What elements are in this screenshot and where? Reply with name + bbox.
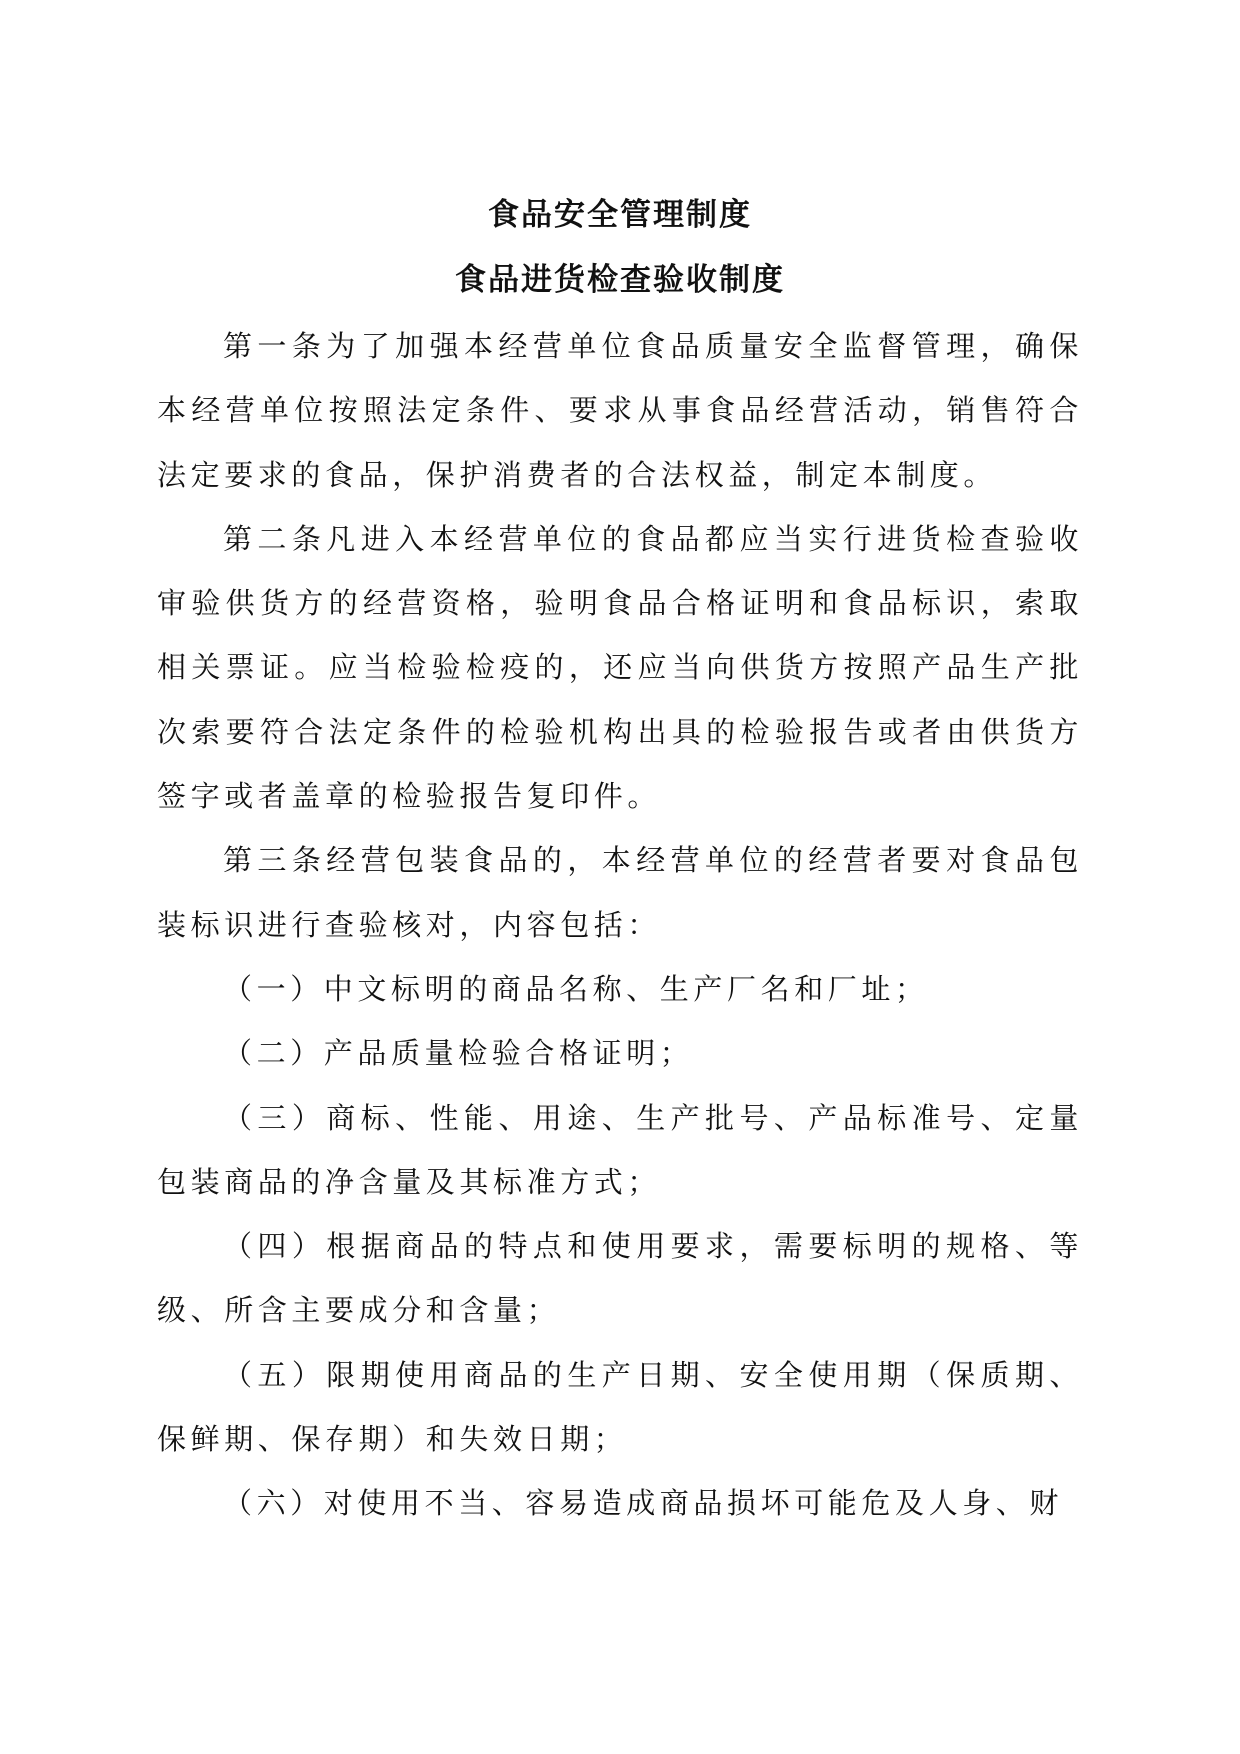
list-item-5: （五）限期使用商品的生产日期、安全使用期（保质期、保鲜期、保存期）和失效日期； [157,1357,1083,1457]
list-item-2: （二）产品质量检验合格证明； [223,1036,694,1071]
list-item-6: （六）对使用不当、容易造成商品损坏可能危及人身、财 [223,1486,1064,1521]
document-page [157,0,1083,1754]
article-1: 第一条为了加强本经营单位食品质量安全监督管理，确保本经营单位按照法定条件、要求从事食品经营活动，销售符合法定要求的食品，保护消费者的合法权益，制定本制度。 [157,329,1083,492]
list-item-3: （三）商标、性能、用途、生产批号、产品标准号、定量包装商品的净含量及其标准方式； [157,1100,1083,1199]
list-item-1: （一）中文标明的商品名称、生产厂名和厂址； [223,971,929,1006]
document-subtitle: 食品进货检查验收制度 [455,262,785,298]
document-body [157,314,1083,1536]
document-title: 食品安全管理制度 [488,197,752,233]
article-2: 第二条凡进入本经营单位的食品都应当实行进货检查验收审验供货方的经营资格，验明食品合格证明和食品标识，索取相关票证。应当检验检疫的，还应当向供货方按照产品生产批次索要符合法定条件的检验机构出具的检验报告或者由供货方签字或者盖章的检验报告复印件。 [157,521,1083,814]
article-3: 第三条经营包装食品的，本经营单位的经营者要对食品包装标识进行查验核对，内容包括： [157,843,1083,942]
list-item-4: （四）根据商品的特点和使用要求，需要标明的规格、等级、所含主要成分和含量； [157,1229,1083,1328]
